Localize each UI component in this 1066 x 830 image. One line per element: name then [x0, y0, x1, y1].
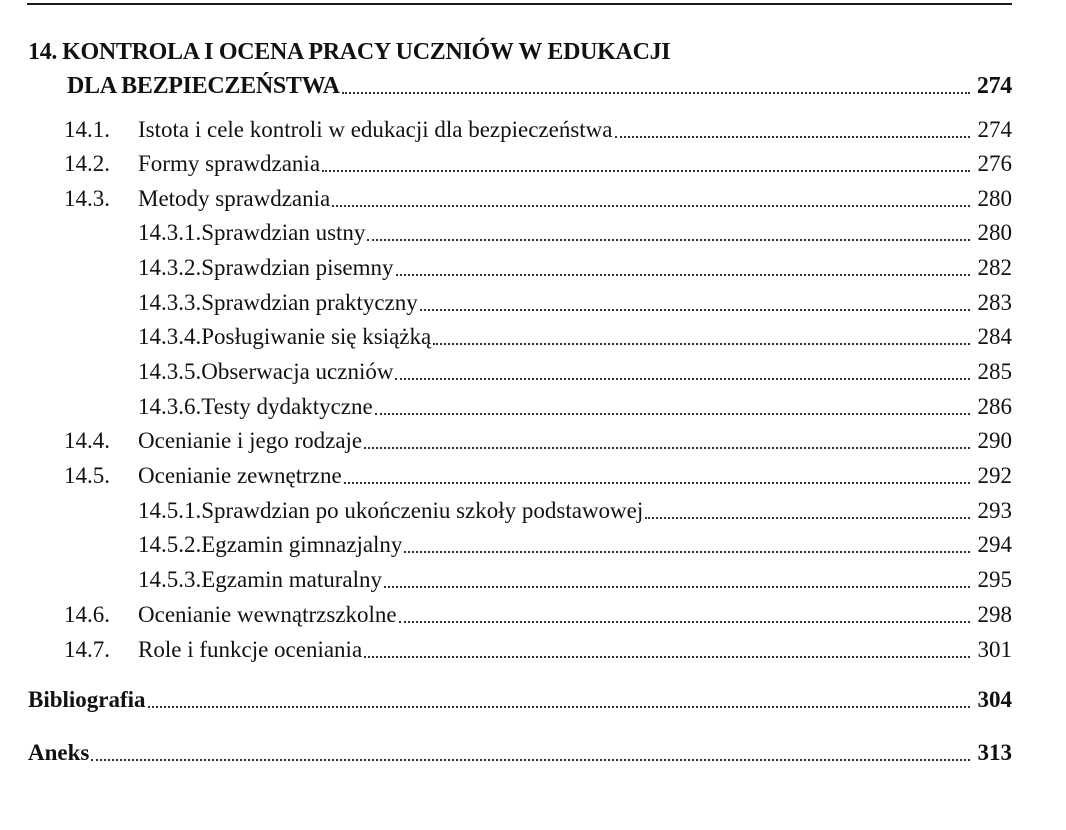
toc-entry-aneks[interactable]: [28, 738, 1012, 768]
entry-page-number: 286: [977, 394, 1012, 419]
entry-page-number: 301: [977, 637, 1012, 662]
top-rule: [27, 3, 1012, 5]
dot-leader: [404, 551, 970, 553]
dot-leader: [332, 205, 970, 207]
toc-entry-14-5-2[interactable]: [138, 530, 1012, 560]
entry-title: Ocenianie wewnątrzszkolne: [138, 602, 397, 627]
toc-entry-14-3[interactable]: [64, 184, 1012, 214]
dot-leader: [645, 517, 970, 519]
entry-number: 14.7.: [64, 637, 110, 662]
chapter-title-line1: KONTROLA I OCENA PRACY UCZNIÓW W EDUKACJI: [62, 39, 671, 65]
entry-number: 14.5.1.: [138, 498, 202, 523]
entry-page-number: 295: [977, 567, 1012, 592]
dot-leader: [344, 482, 970, 484]
dot-leader: [433, 343, 970, 345]
dot-leader: [322, 170, 970, 172]
entry-number: 14.3.2.: [138, 255, 202, 280]
entry-page-number: 276: [977, 151, 1012, 176]
toc-entry-14-6[interactable]: [64, 600, 1012, 630]
toc-entry-14-3-3[interactable]: [138, 288, 1012, 318]
entry-number: 14.3.6.: [138, 394, 202, 419]
entry-number: 14.2.: [64, 151, 110, 176]
dot-leader: [399, 621, 970, 623]
entry-title: Egzamin maturalny: [201, 567, 382, 592]
entry-title: Sprawdzian ustny: [201, 220, 366, 245]
toc-entry-14-7[interactable]: [64, 635, 1012, 665]
toc-entry-14-2[interactable]: [64, 149, 1012, 179]
entry-number: 14.6.: [64, 602, 110, 627]
entry-title: Ocenianie zewnętrzne: [138, 463, 342, 488]
entry-title: Testy dydaktyczne: [201, 394, 373, 419]
dot-leader: [395, 378, 970, 380]
dot-leader: [91, 759, 970, 761]
dot-leader: [384, 586, 970, 588]
entry-page-number: 274: [977, 117, 1012, 142]
toc-entry-14-5-3[interactable]: [138, 565, 1012, 595]
entry-number: 14.3.5.: [138, 359, 202, 384]
dot-leader: [367, 239, 970, 241]
toc-entry-14-3-5[interactable]: [138, 357, 1012, 387]
toc-entry-bibliografia[interactable]: [28, 685, 1012, 715]
entry-page-number: 280: [977, 220, 1012, 245]
dot-leader: [396, 274, 970, 276]
toc-entry-14-3-2[interactable]: [138, 253, 1012, 283]
entry-number: 14.3.3.: [138, 290, 202, 315]
entry-page-number: 283: [977, 290, 1012, 315]
entry-title: Aneks: [28, 740, 90, 765]
chapter-heading[interactable]: [28, 37, 670, 67]
dot-leader: [148, 706, 970, 708]
chapter-heading-line2[interactable]: [67, 71, 1012, 101]
entry-number: 14.1.: [64, 117, 110, 142]
entry-page-number: 294: [977, 532, 1012, 557]
toc-entry-14-3-1[interactable]: [138, 218, 1012, 248]
entry-page-number: 282: [977, 255, 1012, 280]
dot-leader: [364, 447, 970, 449]
entry-page-number: 292: [977, 463, 1012, 488]
entry-number: 14.3.4.: [138, 324, 202, 349]
dot-leader: [342, 92, 970, 94]
entry-page-number: 280: [977, 186, 1012, 211]
entry-page-number: 313: [977, 740, 1012, 765]
entry-title: Formy sprawdzania: [138, 151, 321, 176]
entry-title: Egzamin gimnazjalny: [201, 532, 403, 557]
entry-page-number: 304: [977, 687, 1012, 712]
toc-entry-14-5[interactable]: [64, 461, 1012, 491]
toc-entry-14-1[interactable]: [64, 115, 1012, 145]
entry-page-number: 293: [977, 498, 1012, 523]
chapter-page-number: 274: [976, 73, 1012, 99]
entry-title: Sprawdzian po ukończeniu szkoły podstawowej: [201, 498, 644, 523]
entry-page-number: 290: [977, 428, 1012, 453]
dot-leader: [615, 136, 971, 138]
entry-number: 14.3.: [64, 186, 110, 211]
entry-title: Sprawdzian praktyczny: [201, 290, 418, 315]
entry-title: Istota i cele kontroli w edukacji dla bezpieczeństwa: [138, 117, 613, 142]
entry-title: Sprawdzian pisemny: [201, 255, 394, 280]
entry-page-number: 298: [977, 602, 1012, 627]
entry-number: 14.5.3.: [138, 567, 202, 592]
entry-title: Bibliografia: [28, 687, 146, 712]
entry-title: Metody sprawdzania: [138, 186, 331, 211]
entry-title: Ocenianie i jego rodzaje: [138, 428, 363, 453]
toc-entry-14-3-6[interactable]: [138, 392, 1012, 422]
chapter-title-line2: DLA BEZPIECZEŃSTWA: [67, 73, 340, 99]
toc-entry-14-3-4[interactable]: [138, 322, 1012, 352]
entry-page-number: 285: [977, 359, 1012, 384]
toc-entry-14-4[interactable]: [64, 426, 1012, 456]
entry-number: 14.5.: [64, 463, 110, 488]
dot-leader: [375, 413, 970, 415]
entry-title: Role i funkcje oceniania: [138, 637, 363, 662]
entry-number: 14.3.1.: [138, 220, 202, 245]
dot-leader: [364, 656, 970, 658]
chapter-number: 14.: [28, 39, 58, 65]
entry-title: Posługiwanie się książką: [201, 324, 432, 349]
entry-page-number: 284: [977, 324, 1012, 349]
entry-title: Obserwacja uczniów: [201, 359, 394, 384]
toc-entry-14-5-1[interactable]: [138, 496, 1012, 526]
dot-leader: [420, 309, 970, 311]
entry-number: 14.5.2.: [138, 532, 202, 557]
entry-number: 14.4.: [64, 428, 110, 453]
